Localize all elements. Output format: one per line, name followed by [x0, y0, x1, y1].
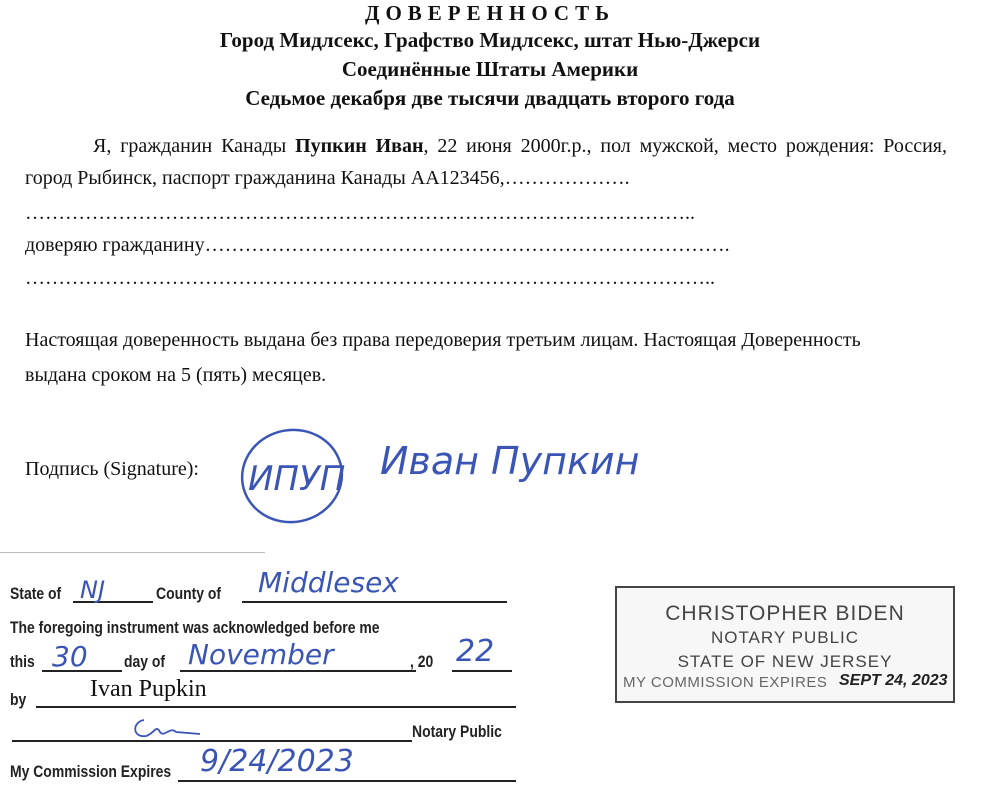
principal-intro: Я, гражданин Канады — [93, 135, 296, 157]
document-title: ДОВЕРЕННОСТЬ — [365, 1, 615, 25]
month-value: November — [188, 638, 334, 671]
stamp-expires-label: MY COMMISSION EXPIRES — [623, 674, 828, 691]
document-date: Седьмое декабря две тысячи двадцать второго года — [245, 86, 735, 110]
year-value: 22 — [456, 634, 495, 669]
notary-acknowledgment — [0, 548, 560, 797]
state-value: NJ — [80, 576, 106, 604]
stamp-state: STATE OF NEW JERSEY — [677, 652, 893, 671]
day-value: 30 — [52, 640, 88, 673]
notary-initials-icon — [130, 714, 210, 744]
document-location: Город Мидлсекс, Графство Мидлсекс, штат Нью-Джерси — [219, 28, 761, 52]
notary-public-label: Notary Public — [412, 722, 502, 741]
blank-line-2: ………………………………………………………………………………………….. — [25, 267, 715, 289]
state-label: State of — [10, 584, 62, 603]
notary-stamp — [615, 586, 955, 703]
document-header — [0, 0, 1000, 113]
signature-handwritten-name: Иван Пупкин — [380, 439, 640, 483]
commission-label: My Commission Expires — [10, 762, 172, 781]
county-label: County of — [156, 584, 222, 603]
by-label: by — [10, 690, 27, 709]
signature-label: Подпись (Signature): — [25, 458, 199, 480]
principal-details: , 22 июня 2000г.р., пол мужской, место рождения: Россия, город Рыбинск, паспорт гражданина Канады АА123456,………………. — [25, 135, 948, 189]
commission-value: 9/24/2023 — [200, 744, 354, 779]
document-country: Соединённые Штаты Америки — [341, 57, 639, 81]
stamp-expires-value: SEPT 24, 2023 — [839, 672, 948, 689]
this-label: this — [10, 652, 35, 671]
signature-monogram: ИПУП — [248, 459, 346, 499]
principal-name: Пупкин Иван — [295, 135, 424, 157]
acknowledging-person: Ivan Pupkin — [90, 676, 207, 702]
year-prefix: , 20 — [410, 652, 434, 671]
county-value: Middlesex — [258, 566, 399, 599]
terms-paragraph: Настоящая доверенность выдана без права передоверия третьим лицам. Настоящая Доверенность выдана сроком на 5 (пять) месяцев. — [25, 329, 861, 386]
stamp-name: CHRISTOPHER BIDEN — [665, 602, 905, 625]
stamp-title: NOTARY PUBLIC — [710, 628, 860, 647]
blank-line-1: ……………………………………………………………………………………….. — [25, 202, 695, 224]
principal-paragraph — [25, 130, 947, 194]
handwritten-signature — [230, 418, 650, 538]
day-of-label: day of — [124, 652, 166, 671]
trustee-line: доверяю гражданину……………………………………………………………………. — [25, 234, 730, 256]
acknowledgment-statement: The foregoing instrument was acknowledged before me — [10, 618, 380, 637]
